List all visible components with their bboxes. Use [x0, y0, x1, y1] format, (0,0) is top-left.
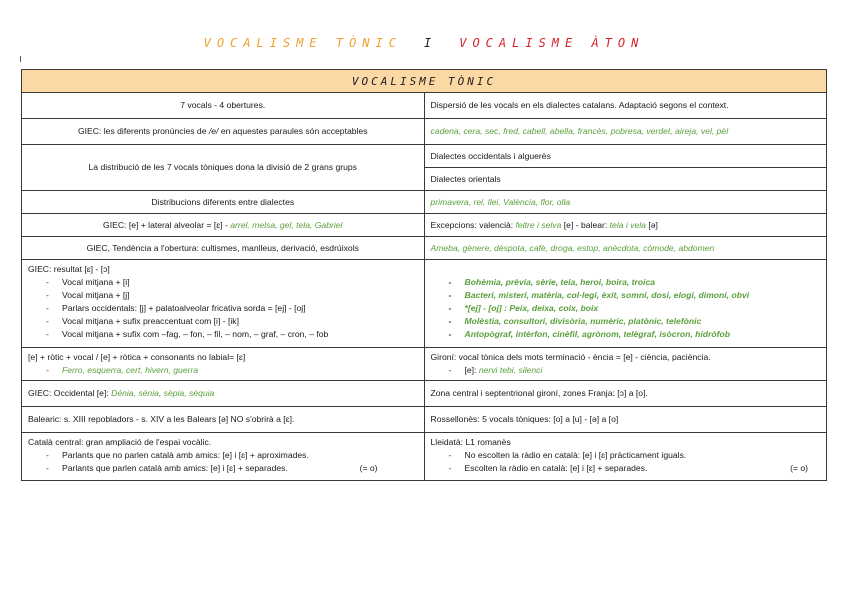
cell-right	[424, 214, 827, 237]
list-item: - Molèstia, consultori, divisòria, numèric, platònic, telefònic	[431, 315, 821, 328]
margin-mark	[20, 56, 21, 62]
cell-right: Dialectes orientals	[424, 168, 827, 191]
text: GIEC: Occidental [e]:	[28, 388, 112, 398]
title-separator: I	[423, 36, 438, 50]
list-item: - Bacteri, misteri, matèria, col·legi, èxit, somni, dosi, elogi, dimoni, obvi	[431, 289, 821, 302]
equivalence-note: (= o)	[790, 463, 808, 473]
cell-left	[22, 381, 425, 407]
list	[28, 276, 418, 341]
title-tonic: VOCALISME TÒNIC	[203, 36, 402, 50]
cell-left: La distribució de les 7 vocals tòniques dona la divisió de 2 grans grups	[22, 145, 425, 191]
text: [ə]	[645, 219, 658, 230]
document-title	[0, 36, 848, 50]
cell-right	[424, 348, 827, 381]
text: Excepcions: valencià:	[430, 219, 516, 230]
cell-right: Rossellonès: 5 vocals tòniques: [o] a [u] - [ə] a [o]	[424, 407, 827, 433]
cell-right: Zona central i septentrional gironí, zones Franja: [ɔ] a [o].	[424, 381, 827, 407]
cell-left	[22, 348, 425, 381]
list	[28, 364, 418, 377]
equivalence-note: (= o)	[359, 463, 378, 473]
cell-left: GIEC, Tendència a l'obertura: cultismes, manlleus, derivació, esdrúixols	[22, 237, 425, 260]
cell-title: Lleidatà: L1 romanès	[430, 437, 511, 447]
cell-left	[22, 260, 425, 348]
list-item: - Ferro, esquerra, cert, hivern, guerra	[28, 364, 418, 377]
list-item: - *[ej] - [oj] : Peix, deixa, coix, boix	[431, 302, 821, 315]
table-row	[22, 433, 827, 481]
list	[431, 449, 821, 475]
cell-title: GIEC: resultat [ɛ] - [ɔ]	[28, 264, 110, 274]
cell-right: primavera, rei, llei, València, flor, olla	[424, 191, 827, 214]
table-row	[22, 93, 827, 119]
vocalisme-table	[21, 69, 827, 481]
cell-right: cadena, cera, sec, fred, cabell, abella, francès, pobresa, verdet, aireja, vel, pèl	[424, 119, 827, 145]
table-row	[22, 119, 827, 145]
list-item	[28, 462, 418, 475]
example-words: nervi tebi, silenci	[478, 365, 543, 375]
table-row	[22, 145, 827, 168]
text: [e]:	[464, 365, 479, 375]
table-row	[22, 214, 827, 237]
text: Escolten la ràdio en català: [e] i [ɛ] + separades.	[464, 463, 648, 473]
list-item: - Antopògraf, intèrfon, cinèfil, agrònom, telègraf, isòcron, hidròfob	[431, 328, 821, 341]
cell-left	[22, 214, 425, 237]
cell-left: Distribucions diferents entre dialectes	[22, 191, 425, 214]
table-heading: VOCALISME TÒNIC	[22, 70, 827, 93]
cell-title: Català central: gran ampliació de l'espai vocàlic.	[28, 437, 212, 447]
cell-left	[22, 433, 425, 481]
title-aton: VOCALISME ÀTON	[459, 36, 645, 50]
list-item: - Parlars occidentals: [j] + palatoalveolar fricativa sorda = [ej] - [oj]	[28, 302, 418, 315]
table-row	[22, 407, 827, 433]
list-item: - Vocal mitjana + [i]	[28, 276, 418, 289]
table-row	[22, 348, 827, 381]
list-item: - Vocal mitjana + sufix preaccentuat com [i] - [ik]	[28, 315, 418, 328]
list-item: - Vocal mitjana + sufix com –fag, – fon, – fil, – nom, – graf, – cron, – fob	[28, 328, 418, 341]
table-row	[22, 191, 827, 214]
text: [e] - balear:	[561, 219, 610, 230]
table-heading-row	[22, 70, 827, 93]
cell-right: Dialectes occidentals i alguerès	[424, 145, 827, 168]
cell-right: Ameba, gènere, dèspota, cafè, droga, estop, anècdota, còmode, abdomen	[424, 237, 827, 260]
list-item: - Parlants que no parlen català amb amics: [e] i [ɛ] + aproximades.	[28, 449, 418, 462]
cell-right	[424, 433, 827, 481]
list-item	[431, 462, 821, 475]
table-row	[22, 260, 827, 348]
example-words: feltre i selva	[515, 219, 562, 230]
cell-left: Balearic: s. XIII repobladors - s. XIV a les Balears [ə] NO s'obrirà a [ɛ].	[22, 407, 425, 433]
table-row	[22, 381, 827, 407]
list	[28, 449, 418, 475]
cell-right	[424, 260, 827, 348]
cell-right: Dispersió de les vocals en els dialectes catalans. Adaptació segons el context.	[424, 93, 827, 119]
cell-left: GIEC: les diferents pronúncies de /e/ en aquestes paraules són acceptables	[22, 119, 425, 145]
table-row	[22, 237, 827, 260]
list-item: - Vocal mitjana + [j]	[28, 289, 418, 302]
list-item: - No escolten la ràdio en català: [e] i [ɛ] pràcticament iguals.	[431, 449, 821, 462]
cell-left: 7 vocals - 4 obertures.	[22, 93, 425, 119]
example-words: arrel, melsa, gel, tela, Gabriel	[230, 219, 343, 230]
example-words: Dénia, sénia, sèpia, séquia	[111, 388, 215, 398]
list-item: - Bohèmia, prèvia, sèrie, teia, heroi, boira, troica	[431, 276, 821, 289]
cell-title: [e] + ròtic + vocal / [e] + ròtica + consonants no labial= [ɛ]	[28, 352, 246, 362]
example-words: tela i vela	[609, 219, 646, 230]
list	[431, 276, 821, 341]
list-item	[431, 364, 821, 377]
text: GIEC: [e] + lateral alveolar = [ɛ] -	[103, 219, 231, 230]
cell-title: Gironí: vocal tònica dels mots terminació - ència = [e] - ciència, paciència.	[430, 352, 711, 362]
list	[431, 364, 821, 377]
text: Parlants que parlen català amb amics: [e] i [ɛ] + separades.	[62, 463, 288, 473]
